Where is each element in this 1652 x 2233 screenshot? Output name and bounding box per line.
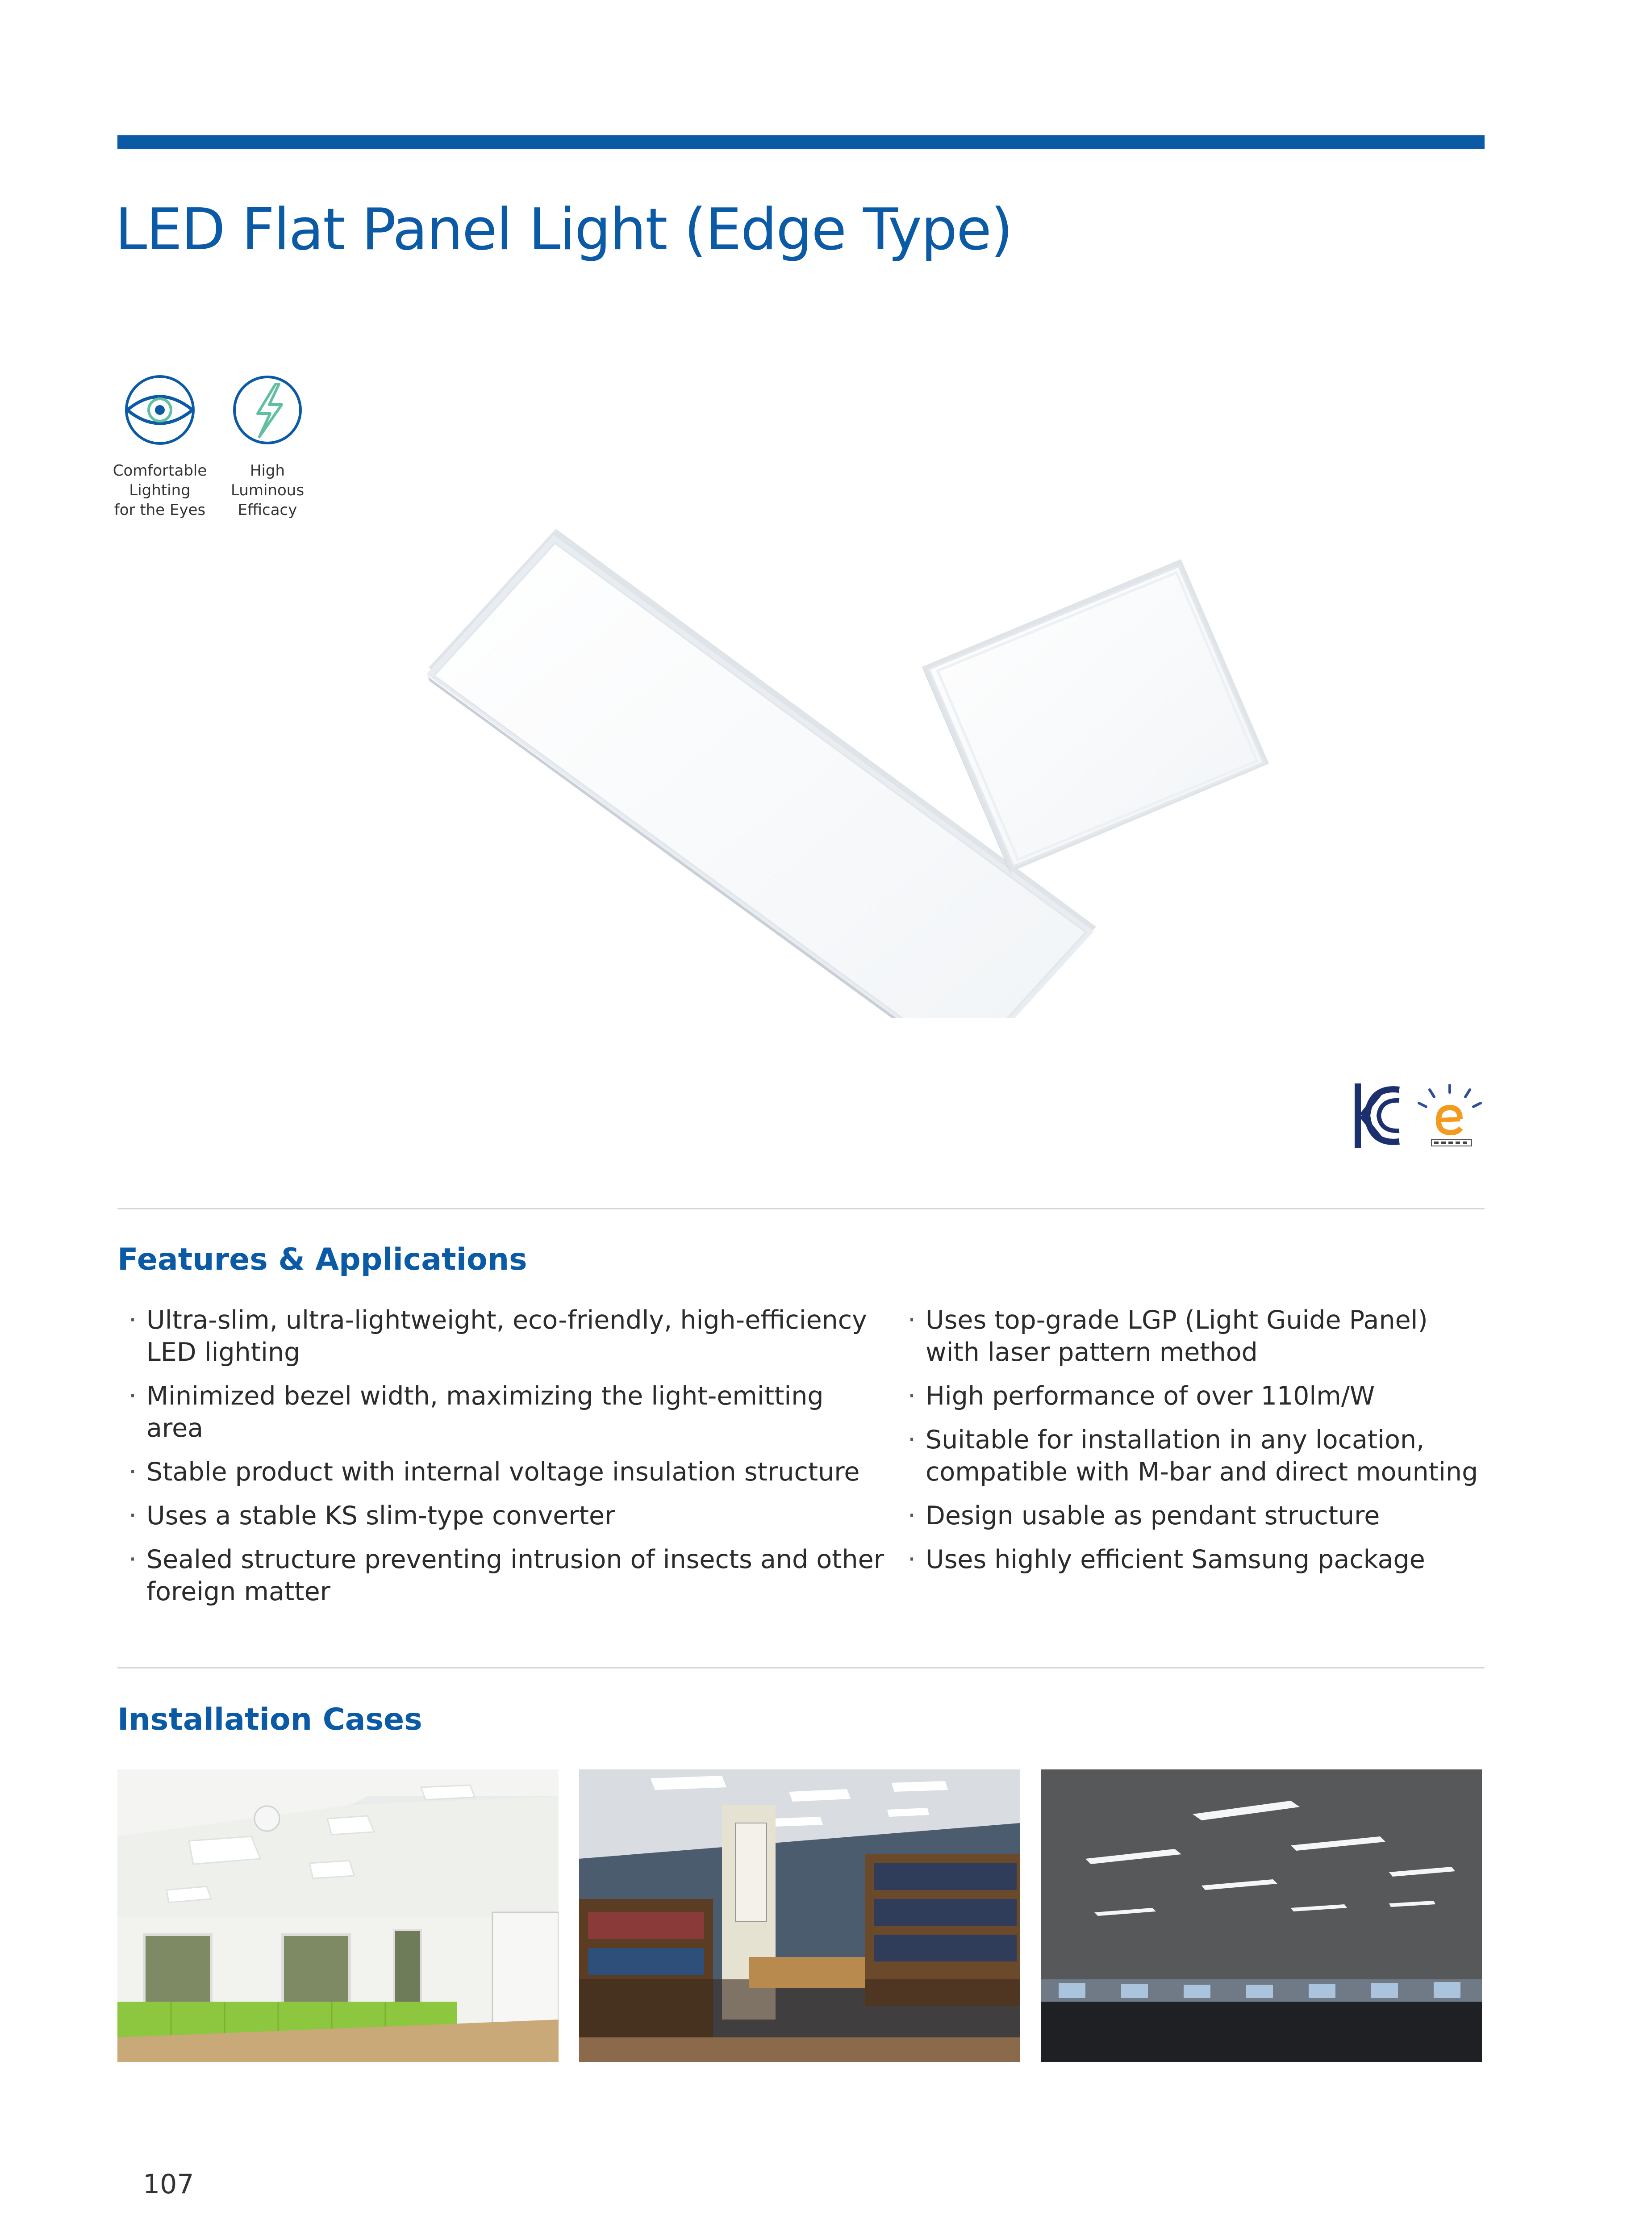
section-divider <box>117 1667 1485 1668</box>
top-accent-bar <box>117 135 1485 149</box>
lightning-icon <box>232 374 303 446</box>
installation-photo-hall <box>1041 1769 1482 2062</box>
eye-icon <box>117 374 202 446</box>
list-item: · Ultra-slim, ultra-lightweight, eco-friendly, high-efficiency LED lighting <box>126 1304 885 1368</box>
page-number: 107 <box>143 2169 194 2200</box>
installation-photo-library <box>579 1769 1020 2062</box>
page-title: LED Flat Panel Light (Edge Type) <box>115 197 1012 263</box>
kc-mark-icon <box>1353 1080 1402 1151</box>
list-item: · Uses a stable KS slim-type converter <box>126 1500 885 1532</box>
list-item: · Sealed structure preventing intrusion of insects and other foreign matter <box>126 1543 885 1608</box>
features-list-right <box>905 1304 1485 1587</box>
features-list-left <box>126 1304 885 1619</box>
installation-photo-office <box>117 1769 559 2062</box>
feature-label-comfort: Comfortable Lighting for the Eyes <box>113 462 207 519</box>
features-section-title: Features & Applications <box>117 1242 527 1277</box>
list-item: · High performance of over 110lm/W <box>905 1380 1485 1412</box>
section-divider <box>117 1208 1485 1209</box>
installation-section-title: Installation Cases <box>117 1702 422 1737</box>
list-item: · Uses top-grade LGP (Light Guide Panel) with laser pattern method <box>905 1304 1485 1368</box>
list-item: · Design usable as pendant structure <box>905 1500 1485 1532</box>
product-image <box>402 527 1339 1018</box>
list-item: · Suitable for installation in any location, compatible with M-bar and direct mounting <box>905 1424 1485 1488</box>
list-item: · Stable product with internal voltage insulation structure <box>126 1456 885 1488</box>
high-efficiency-certification-icon <box>1416 1084 1483 1151</box>
list-item: · Uses highly efficient Samsung package <box>905 1543 1485 1576</box>
list-item: · Minimized bezel width, maximizing the light-emitting area <box>126 1380 885 1444</box>
feature-label-efficacy: High Luminous Efficacy <box>230 462 305 519</box>
